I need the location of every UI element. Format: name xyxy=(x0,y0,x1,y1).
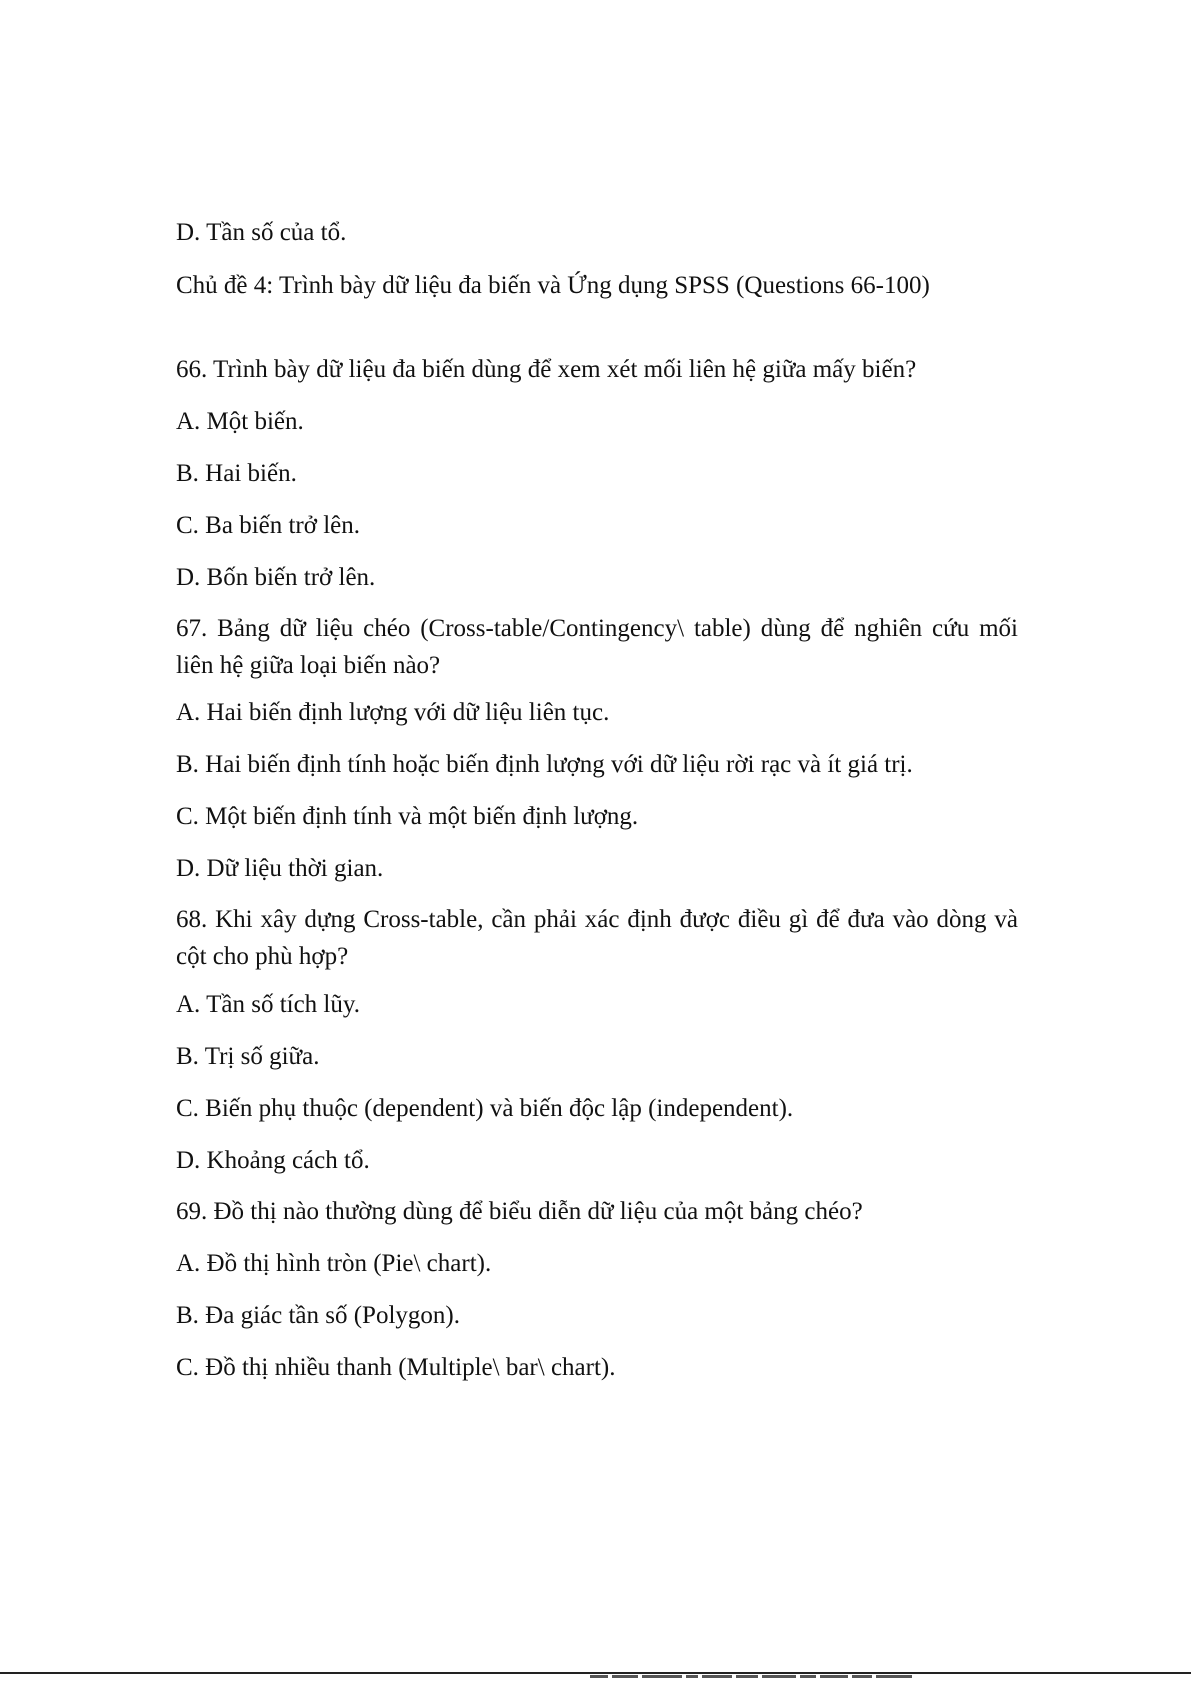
question-68: 68. Khi xây dựng Cross-table, cần phải xác định được điều gì để đưa vào dòng và cột cho phù hợp? xyxy=(176,906,1018,970)
question-67-option-c: C. Một biến định tính và một biến định lượng. xyxy=(176,803,639,830)
question-69-option-b: B. Đa giác tần số (Polygon). xyxy=(176,1302,460,1329)
question-69-option-c: C. Đồ thị nhiều thanh (Multiple\ bar\ chart). xyxy=(176,1354,616,1381)
answer-d-previous: D. Tần số của tổ. xyxy=(176,219,347,246)
question-67-option-b: B. Hai biến định tính hoặc biến định lượng với dữ liệu rời rạc và ít giá trị. xyxy=(176,751,913,778)
question-68-option-d: D. Khoảng cách tổ. xyxy=(176,1147,370,1174)
page-bottom-rule xyxy=(0,1672,1191,1674)
question-66-option-b: B. Hai biến. xyxy=(176,460,297,487)
question-69: 69. Đồ thị nào thường dùng để biểu diễn dữ liệu của một bảng chéo? xyxy=(176,1198,863,1225)
question-68-option-a: A. Tần số tích lũy. xyxy=(176,991,361,1018)
question-66-option-d: D. Bốn biến trở lên. xyxy=(176,564,376,591)
question-67-option-a: A. Hai biến định lượng với dữ liệu liên tục. xyxy=(176,699,610,726)
question-68-option-c: C. Biến phụ thuộc (dependent) và biến độc lập (independent). xyxy=(176,1095,794,1122)
page-bottom-artifact xyxy=(590,1675,950,1681)
topic-heading: Chủ đề 4: Trình bày dữ liệu đa biến và Ứng dụng SPSS (Questions 66-100) xyxy=(176,272,930,299)
question-69-option-a: A. Đồ thị hình tròn (Pie\ chart). xyxy=(176,1250,492,1277)
question-67: 67. Bảng dữ liệu chéo (Cross-table/Contingency\ table) dùng để nghiên cứu mối liên hệ giữa loại biến nào? xyxy=(176,615,1018,679)
question-67-option-d: D. Dữ liệu thời gian. xyxy=(176,855,384,882)
question-66: 66. Trình bày dữ liệu đa biến dùng để xem xét mối liên hệ giữa mấy biến? xyxy=(176,356,917,383)
question-66-option-a: A. Một biến. xyxy=(176,408,304,435)
question-66-option-c: C. Ba biến trở lên. xyxy=(176,512,361,539)
question-68-option-b: B. Trị số giữa. xyxy=(176,1043,320,1070)
